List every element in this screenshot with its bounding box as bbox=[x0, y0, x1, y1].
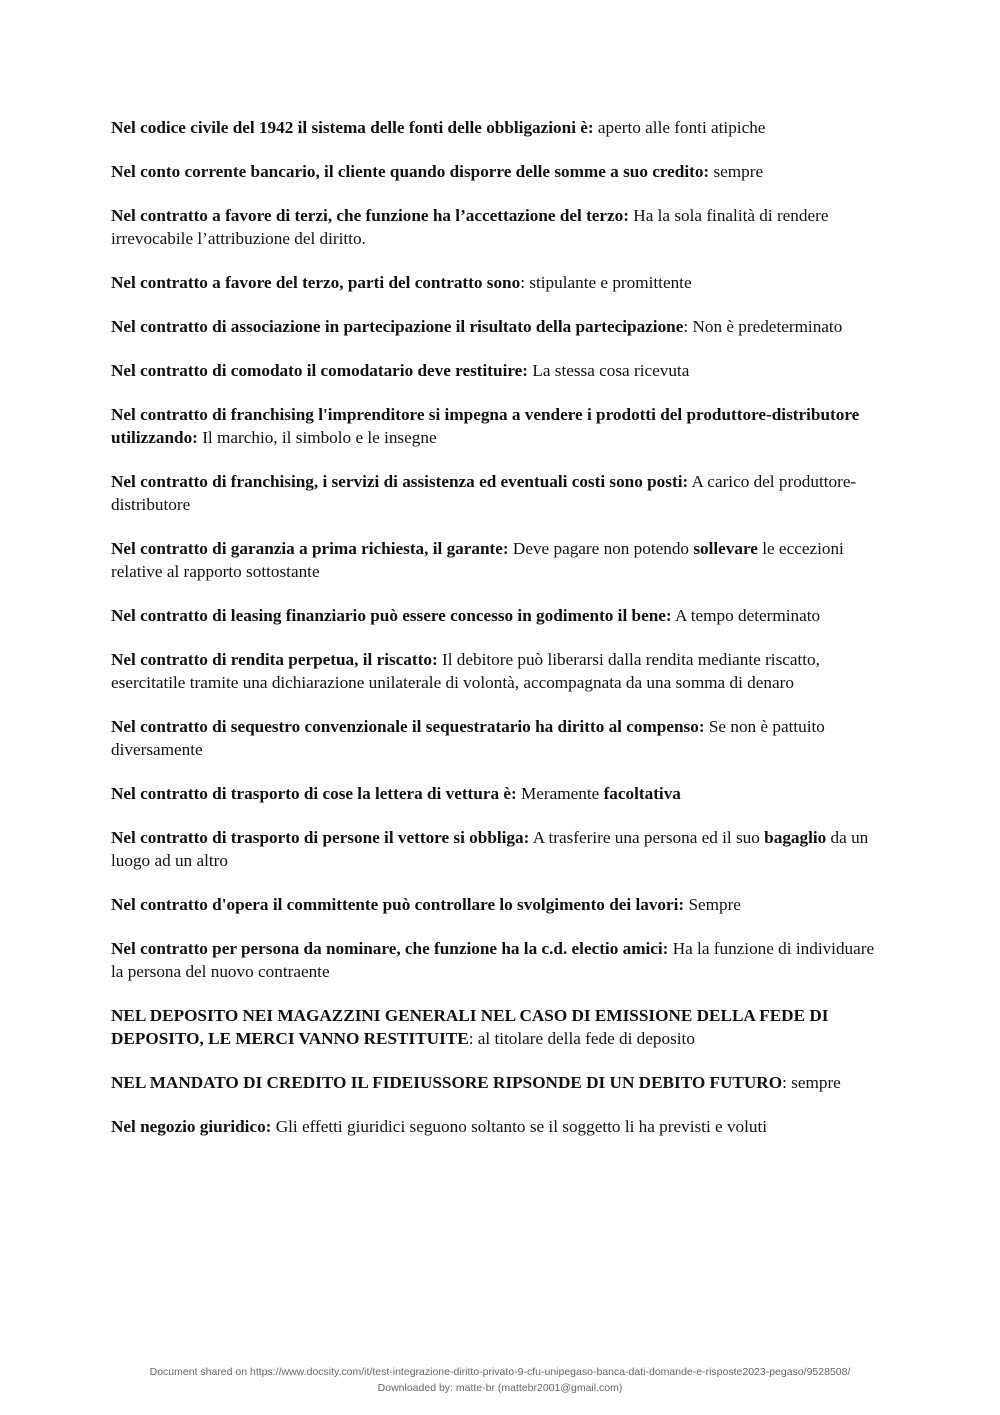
qa-list bbox=[111, 116, 886, 1159]
answer-text: Deve pagare non potendo bbox=[508, 539, 694, 558]
answer-text: : Non è predeterminato bbox=[683, 317, 843, 336]
qa-entry bbox=[111, 937, 886, 983]
qa-entry bbox=[111, 271, 886, 294]
question-text: bagaglio bbox=[764, 828, 827, 847]
qa-entry bbox=[111, 826, 886, 872]
answer-text: A tempo determinato bbox=[671, 606, 821, 625]
answer-text: Il debitore può liberarsi dalla rendita mediante riscatto, esercitatile tramite una dichiarazione unilaterale di volontà, accompagnata da una somma di denaro bbox=[111, 650, 820, 692]
answer-text: aperto alle fonti atipiche bbox=[593, 118, 766, 137]
question-text: Nel contratto a favore di terzi, che funzione ha l’accettazione del terzo: bbox=[111, 206, 629, 225]
question-text: Nel contratto di rendita perpetua, il riscatto: bbox=[111, 650, 438, 669]
question-text: Nel contratto di trasporto di cose la lettera di vettura è: bbox=[111, 784, 517, 803]
question-text: NEL MANDATO DI CREDITO IL FIDEIUSSORE RIPSONDE DI UN DEBITO FUTURO bbox=[111, 1073, 783, 1092]
qa-entry bbox=[111, 648, 886, 694]
question-text: Nel contratto di sequestro convenzionale il sequestratario ha diritto al compenso: bbox=[111, 717, 705, 736]
question-text: Nel contratto di associazione in partecipazione il risultato della partecipazione bbox=[111, 317, 684, 336]
answer-text: A carico del produttore- distributore bbox=[111, 472, 857, 514]
qa-entry bbox=[111, 359, 886, 382]
footer-shared-url: Document shared on https://www.docsity.com/it/test-integrazione-diritto-privato-9-cfu-unipegaso-banca-dati-domande-e-risposte2023-pegaso/9528508/ bbox=[149, 1366, 851, 1378]
question-text: Nel contratto a favore del terzo, parti del contratto sono bbox=[111, 273, 521, 292]
question-text: Nel contratto d'opera il committente può controllare lo svolgimento dei lavori: bbox=[111, 895, 685, 914]
answer-text: A trasferire una persona ed il suo bbox=[529, 828, 765, 847]
question-text: facoltativa bbox=[603, 784, 681, 803]
question-text: Nel contratto di garanzia a prima richiesta, il garante: bbox=[111, 539, 509, 558]
question-text: Nel contratto di comodato il comodatario deve restituire: bbox=[111, 361, 529, 380]
qa-entry bbox=[111, 1004, 886, 1050]
question-text: sollevare bbox=[693, 539, 758, 558]
qa-entry bbox=[111, 160, 886, 183]
question-text: Nel negozio giuridico: bbox=[111, 1117, 272, 1136]
question-text: Nel codice civile del 1942 il sistema delle fonti delle obbligazioni è: bbox=[111, 118, 594, 137]
question-text: Nel contratto per persona da nominare, che funzione ha la c.d. electio amici: bbox=[111, 939, 669, 958]
answer-text: : sempre bbox=[782, 1073, 841, 1092]
qa-entry bbox=[111, 604, 886, 627]
answer-text: le eccezioni relative al rapporto sottostante bbox=[111, 539, 844, 581]
qa-entry bbox=[111, 403, 886, 449]
answer-text: Ha la funzione di individuare la persona del nuovo contraente bbox=[111, 939, 875, 981]
question-text: Nel contratto di leasing finanziario può essere concesso in godimento il bene: bbox=[111, 606, 672, 625]
question-text: Nel contratto di franchising, i servizi di assistenza ed eventuali costi sono posti: bbox=[111, 472, 689, 491]
qa-entry bbox=[111, 315, 886, 338]
qa-entry bbox=[111, 204, 886, 250]
qa-entry bbox=[111, 537, 886, 583]
qa-entry bbox=[111, 470, 886, 516]
answer-text: Ha la sola finalità di rendere irrevocabile l’attribuzione del diritto. bbox=[111, 206, 829, 248]
answer-text: Se non è pattuito diversamente bbox=[111, 717, 825, 759]
answer-text: da un luogo ad un altro bbox=[111, 828, 869, 870]
footer-downloaded-by: Downloaded by: matte-br (mattebr2001@gmail.com) bbox=[377, 1382, 623, 1394]
qa-entry bbox=[111, 1115, 886, 1138]
answer-text: : stipulante e promittente bbox=[520, 273, 692, 292]
answer-text: sempre bbox=[709, 162, 764, 181]
answer-text: Meramente bbox=[516, 784, 604, 803]
qa-entry bbox=[111, 782, 886, 805]
question-text: Nel conto corrente bancario, il cliente quando disporre delle somme a suo credito: bbox=[111, 162, 710, 181]
question-text: Nel contratto di trasporto di persone il vettore si obbliga: bbox=[111, 828, 530, 847]
question-text: NEL DEPOSITO NEI MAGAZZINI GENERALI NEL CASO DI EMISSIONE DELLA FEDE DI DEPOSITO, LE MERCI VANNO RESTITUITE bbox=[111, 1006, 829, 1048]
answer-text: : al titolare della fede di deposito bbox=[468, 1029, 695, 1048]
answer-text: Il marchio, il simbolo e le insegne bbox=[197, 428, 437, 447]
answer-text: La stessa cosa ricevuta bbox=[528, 361, 690, 380]
answer-text: Sempre bbox=[684, 895, 741, 914]
qa-entry bbox=[111, 893, 886, 916]
qa-entry bbox=[111, 715, 886, 761]
qa-entry bbox=[111, 116, 886, 139]
qa-entry bbox=[111, 1071, 886, 1094]
question-text: Nel contratto di franchising l'imprenditore si impegna a vendere i prodotti del produttore-distributore utilizzando: bbox=[111, 405, 860, 447]
answer-text: Gli effetti giuridici seguono soltanto se il soggetto li ha previsti e voluti bbox=[271, 1117, 768, 1136]
